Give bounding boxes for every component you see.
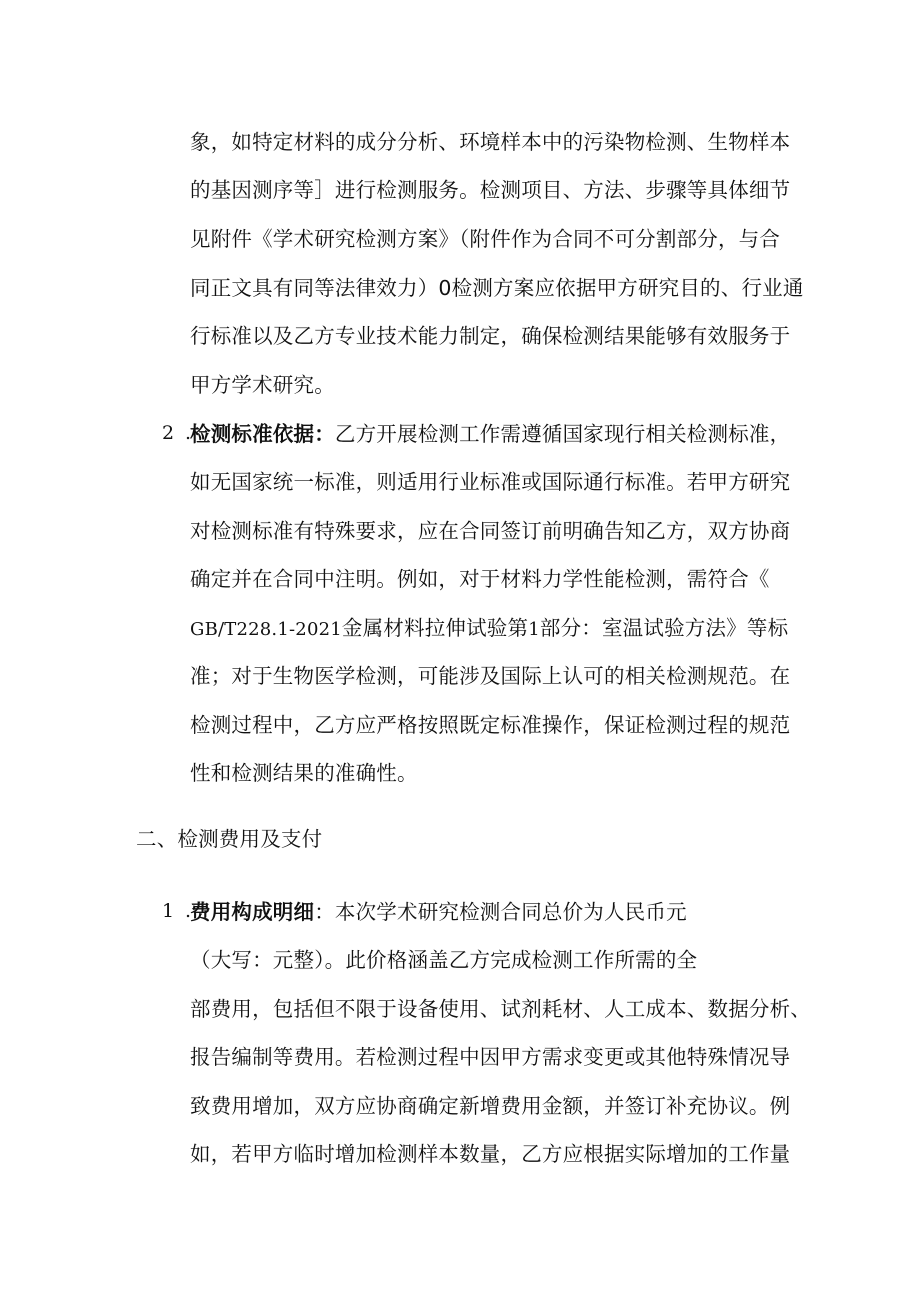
paragraph-line: 见附件《学术研究检测方案》（附件作为合同不可分割部分，与合 (190, 227, 781, 251)
list-dot: . (185, 900, 192, 922)
list-dot: . (185, 422, 192, 444)
list-item-first-line (190, 902, 687, 923)
standard-code: GB/T228.1-2021 (190, 619, 342, 640)
paragraph-line: （大写：元整）。此价格涵盖乙方完成检测工作所需的全 (190, 948, 698, 972)
standard-name-b: 部分：室温试验方法》等标 (539, 616, 789, 640)
paragraph-line: 对检测标准有特殊要求，应在合同签订前明确告知乙方，双方协商 (190, 519, 791, 543)
paragraph-line: 同正文具有同等法律效力）0检测方案应依据甲方研究目的、行业通 (190, 276, 804, 300)
paragraph-line: 如无国家统一标准，则适用行业标准或国际通行标准。若甲方研究 (190, 470, 791, 494)
paragraph-line: 性和检测结果的准确性。 (190, 761, 418, 785)
paragraph-line: 如，若甲方临时增加检测样本数量，乙方应根据实际增加的工作量 (190, 1142, 791, 1166)
paragraph-line (190, 618, 788, 639)
standard-part-number: 1 (528, 619, 540, 640)
paragraph-line: 行标准以及乙方专业技术能力制定，确保检测结果能够有效服务于 (190, 324, 791, 348)
list-item-first-line (190, 424, 790, 445)
paragraph-line: 甲方学术研究。 (190, 373, 335, 397)
paragraph-line: 部费用，包括但不限于设备使用、试剂耗材、人工成本、数据分析、 (190, 997, 811, 1021)
paragraph-line: 检测过程中，乙方应严格按照既定标准操作，保证检测过程的规范 (190, 713, 791, 737)
standard-name-a: 金属材料拉伸试验第 (341, 616, 529, 640)
paragraph-line: 的基因测序等］进行检测服务。检测项目、方法、步骤等具体细节 (190, 178, 791, 202)
item-heading: 费用构成明细 (190, 900, 315, 924)
list-number: 2 (162, 422, 175, 444)
item-text: 乙方开展检测工作需遵循国家现行相关检测标准， (334, 422, 791, 446)
list-number: 1 (162, 900, 175, 922)
paragraph-line: 致费用增加，双方应协商确定新增费用金额，并签订补充协议。例 (190, 1094, 791, 1118)
paragraph-line: 确定并在合同中注明。例如，对于材料力学性能检测，需符合《 (190, 567, 770, 591)
section-heading: 二、检测费用及支付 (136, 827, 323, 851)
paragraph-line: 准；对于生物医学检测，可能涉及国际上认可的相关检测规范。在 (190, 664, 791, 688)
paragraph-line: 报告编制等费用。若检测过程中因甲方需求变更或其他特殊情况导 (190, 1045, 791, 1069)
item-text: ：本次学术研究检测合同总价为人民币元 (314, 900, 687, 924)
item-heading: 检测标准依据： (190, 422, 335, 446)
paragraph-line: 象，如特定材料的成分分析、环境样本中的污染物检测、生物样本 (190, 130, 791, 154)
